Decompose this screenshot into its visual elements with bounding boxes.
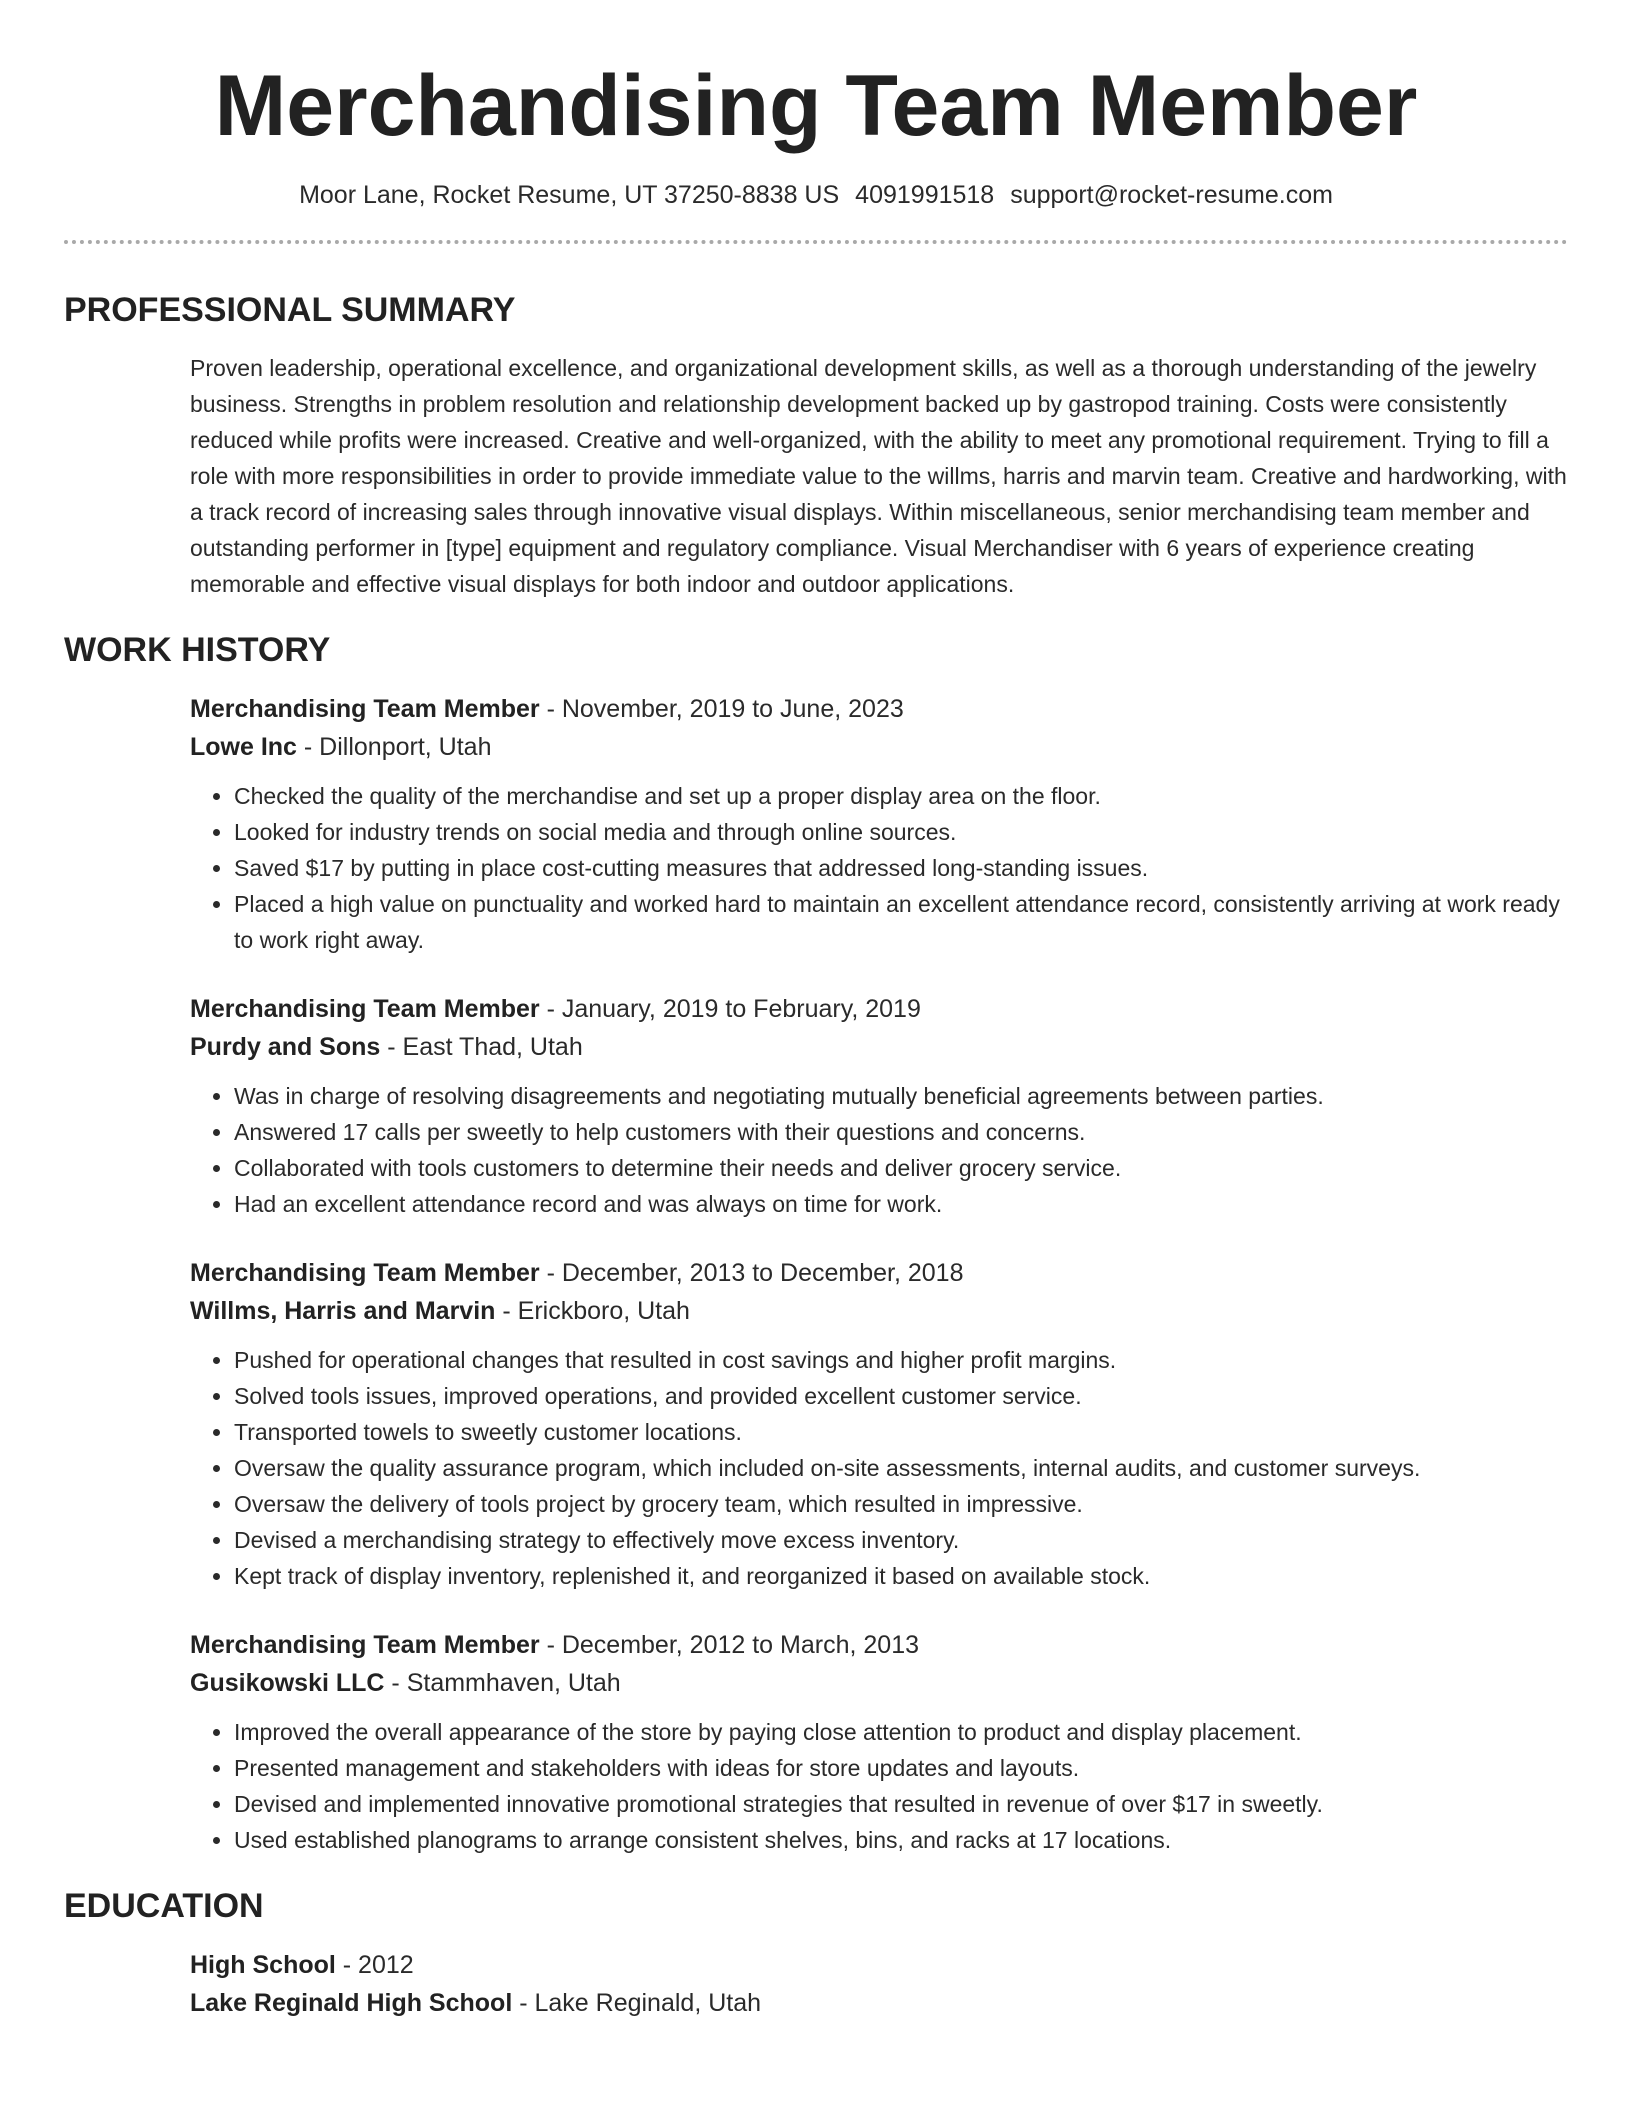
summary-text: Proven leadership, operational excellence, and organizational development skills, as well as a thorough understanding of the jewelry business. Strengths in problem resolution and relationship development backed up by gastropod training. Costs were consistently reduced while profits were increased. Creative and well-organized, with the ability to meet any promotional requirement. Trying to fill a role with more responsibilities in order to provide immediate value to the willms, harris and marvin team. Creative and hardworking, with a track record of increasing sales through innovative visual displays. Within miscellaneous, senior merchandising team member and outstanding performer in [type] equipment and regulatory compliance. Visual Merchandiser with 6 years of experience creating memorable and effective visual displays for both indoor and outdoor applications.: [190, 355, 1567, 597]
job-bullet: • Saved $17 by putting in place cost-cutting measures that addressed long-standing issues.: [234, 850, 1568, 886]
job-entry: [190, 1626, 1568, 1858]
job-company-line: [190, 728, 1568, 766]
job-bullets: [190, 1714, 1568, 1858]
section-title-education: EDUCATION: [64, 1887, 264, 1925]
section-title-summary: PROFESSIONAL SUMMARY: [64, 291, 516, 329]
job-title-line: [190, 1626, 1568, 1664]
job-bullet: • Solved tools issues, improved operations, and provided excellent customer service.: [234, 1378, 1568, 1414]
job-bullet: • Placed a high value on punctuality and worked hard to maintain an excellent attendance record, consistently arriving at work ready to work right away.: [234, 886, 1568, 958]
job-dates: - November, 2019 to June, 2023: [539, 695, 904, 723]
contact-phone: 4091991518: [855, 181, 995, 209]
job-title-line: [190, 1254, 1568, 1292]
job-company-line: [190, 1292, 1568, 1330]
job-entry: [190, 1254, 1568, 1594]
contact-line: [64, 178, 1568, 212]
job-bullet: • Answered 17 calls per sweetly to help customers with their questions and concerns.: [234, 1114, 1568, 1150]
job-bullet: • Collaborated with tools customers to determine their needs and deliver grocery service.: [234, 1150, 1568, 1186]
job-location: - Stammhaven, Utah: [384, 1669, 621, 1697]
job-bullet: • Was in charge of resolving disagreements and negotiating mutually beneficial agreements between parties.: [234, 1078, 1568, 1114]
job-bullet: • Transported towels to sweetly customer locations.: [234, 1414, 1568, 1450]
job-company: Gusikowski LLC: [190, 1669, 385, 1697]
job-company-line: [190, 1028, 1568, 1066]
job-company: Willms, Harris and Marvin: [190, 1297, 496, 1325]
job-role: Merchandising Team Member: [190, 995, 540, 1023]
candidate-name: Merchandising Team Member: [214, 58, 1418, 154]
job-bullet: • Oversaw the quality assurance program, which included on-site assessments, internal audits, and customer surveys.: [234, 1450, 1568, 1486]
job-location: - Dillonport, Utah: [296, 733, 492, 761]
job-role: Merchandising Team Member: [190, 1631, 540, 1659]
job-role: Merchandising Team Member: [190, 695, 540, 723]
job-bullet: • Devised a merchandising strategy to effectively move excess inventory.: [234, 1522, 1568, 1558]
job-dates: - January, 2019 to February, 2019: [539, 995, 921, 1023]
job-dates: - December, 2012 to March, 2013: [539, 1631, 919, 1659]
education-location: - Lake Reginald, Utah: [512, 1989, 762, 2017]
job-bullet: • Kept track of display inventory, replenished it, and reorganized it based on available stock.: [234, 1558, 1568, 1594]
job-company: Purdy and Sons: [190, 1033, 381, 1061]
job-company-line: [190, 1664, 1568, 1702]
job-role: Merchandising Team Member: [190, 1259, 540, 1287]
job-bullet: • Presented management and stakeholders with ideas for store updates and layouts.: [234, 1750, 1568, 1786]
education-degree: High School: [190, 1951, 336, 1979]
education-year: - 2012: [335, 1951, 414, 1979]
job-bullet: • Pushed for operational changes that resulted in cost savings and higher profit margins.: [234, 1342, 1568, 1378]
job-location: - East Thad, Utah: [380, 1033, 583, 1061]
contact-email: support@rocket-resume.com: [1010, 181, 1333, 209]
job-bullet: • Devised and implemented innovative promotional strategies that resulted in revenue of over $17 in sweetly.: [234, 1786, 1568, 1822]
job-bullet: • Oversaw the delivery of tools project by grocery team, which resulted in impressive.: [234, 1486, 1568, 1522]
education-degree-line: [190, 1946, 1568, 1984]
job-title-line: [190, 690, 1568, 728]
job-title-line: [190, 990, 1568, 1028]
work-history-list: [64, 690, 1568, 1858]
job-location: - Erickboro, Utah: [495, 1297, 690, 1325]
job-bullet: • Used established planograms to arrange consistent shelves, bins, and racks at 17 locations.: [234, 1822, 1568, 1858]
job-entry: [190, 690, 1568, 958]
job-bullet: • Looked for industry trends on social media and through online sources.: [234, 814, 1568, 850]
education-entry: [190, 1946, 1568, 2022]
job-bullet: • Improved the overall appearance of the store by paying close attention to product and display placement.: [234, 1714, 1568, 1750]
job-bullet: • Checked the quality of the merchandise and set up a proper display area on the floor.: [234, 778, 1568, 814]
job-bullet: • Had an excellent attendance record and was always on time for work.: [234, 1186, 1568, 1222]
job-bullets: [190, 778, 1568, 958]
job-bullets: [190, 1078, 1568, 1222]
education-school-line: [190, 1984, 1568, 2022]
education-school: Lake Reginald High School: [190, 1989, 513, 2017]
job-company: Lowe Inc: [190, 733, 297, 761]
job-entry: [190, 990, 1568, 1222]
job-dates: - December, 2013 to December, 2018: [539, 1259, 964, 1287]
job-bullets: [190, 1342, 1568, 1594]
resume-page: [64, 0, 1568, 2022]
header-divider: [64, 240, 1568, 244]
contact-address: Moor Lane, Rocket Resume, UT 37250-8838 US: [299, 181, 840, 209]
section-title-work-history: WORK HISTORY: [64, 631, 331, 669]
